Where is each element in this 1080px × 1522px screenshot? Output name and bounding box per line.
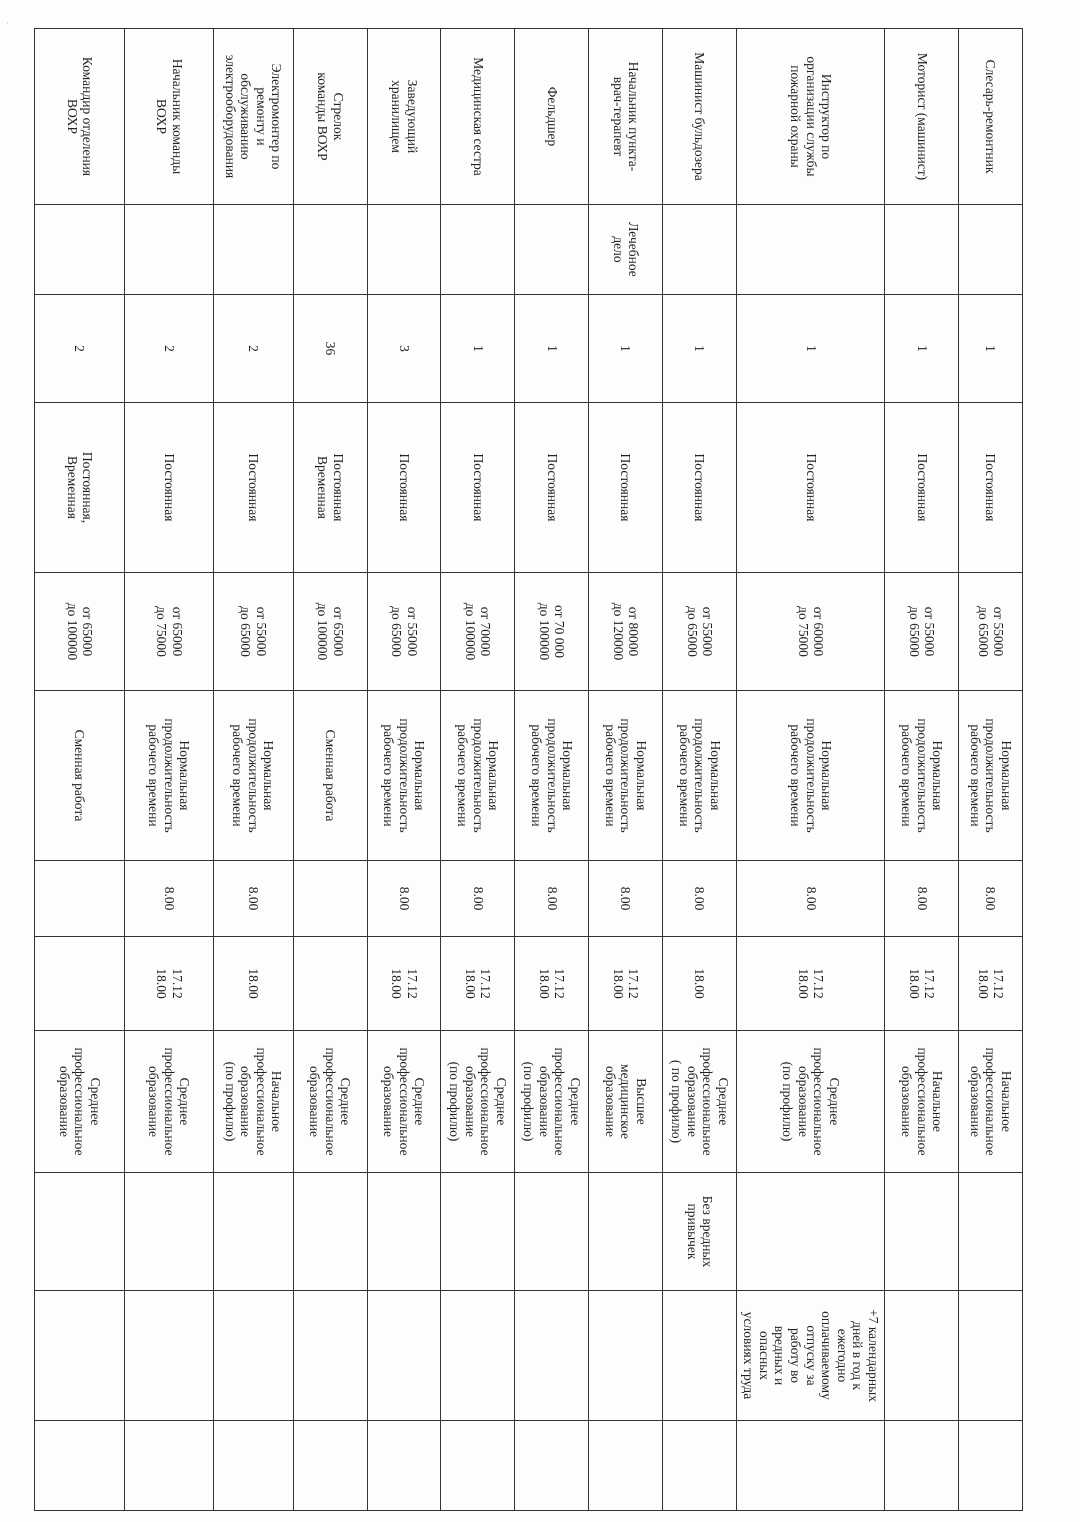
cell-extra: [885, 1173, 959, 1291]
cell-end: 17.12 18.00: [125, 937, 213, 1031]
cell-salary: от 55000 до 65000: [885, 573, 959, 691]
cell-count: 2: [125, 295, 213, 403]
cell-count: 1: [885, 295, 959, 403]
cell-count: 2: [213, 295, 293, 403]
cell-start: 8.00: [663, 861, 737, 937]
cell-benefits: [293, 1291, 367, 1421]
cell-end: 17.12 18.00: [589, 937, 663, 1031]
cell-employment: Постоянная: [515, 403, 589, 573]
cell-benefits: [213, 1291, 293, 1421]
cell-position: Командир отделения ВОХР: [35, 29, 125, 205]
table-row: [959, 29, 1023, 1511]
cell-extra: [515, 1173, 589, 1291]
cell-specialty: [293, 205, 367, 295]
cell-specialty: [125, 205, 213, 295]
cell-work-mode: Сменная работа: [293, 691, 367, 861]
cell-work-mode: Нормальная продолжительность рабочего времени: [589, 691, 663, 861]
cell-education: Среднее профессиональное образование: [293, 1031, 367, 1173]
cell-education: Среднее профессиональное образование: [125, 1031, 213, 1173]
cell-position: Начальник команды ВОХР: [125, 29, 213, 205]
cell-extra: Без вредных привычек: [663, 1173, 737, 1291]
cell-salary: от 60000 до 75000: [737, 573, 885, 691]
cell-specialty: [885, 205, 959, 295]
cell-notes: [885, 1421, 959, 1511]
cell-salary: от 70000 до 100000: [441, 573, 515, 691]
cell-employment: Постоянная: [441, 403, 515, 573]
cell-specialty: [441, 205, 515, 295]
table-body: [35, 29, 1023, 1511]
cell-start: 8.00: [885, 861, 959, 937]
cell-count: 3: [367, 295, 441, 403]
cell-notes: [293, 1421, 367, 1511]
cell-employment: Постоянная: [125, 403, 213, 573]
cell-notes: [367, 1421, 441, 1511]
cell-extra: [35, 1173, 125, 1291]
cell-start: 8.00: [213, 861, 293, 937]
cell-education: Начальное профессиональное образование: [885, 1031, 959, 1173]
cell-employment: Постоянная: [367, 403, 441, 573]
cell-extra: [293, 1173, 367, 1291]
cell-end: 17.12 18.00: [515, 937, 589, 1031]
cell-education: Начальное профессиональное образование (по профилю): [213, 1031, 293, 1173]
cell-education: Среднее профессиональное образование: [367, 1031, 441, 1173]
cell-employment: Постоянная, Временная: [35, 403, 125, 573]
cell-position: Инструктор по организации службы пожарной охраны: [737, 29, 885, 205]
cell-benefits: [441, 1291, 515, 1421]
cell-notes: [959, 1421, 1023, 1511]
cell-work-mode: Нормальная продолжительность рабочего времени: [441, 691, 515, 861]
cell-start: 8.00: [367, 861, 441, 937]
staffing-table: [34, 28, 1023, 1511]
cell-end: 17.12 18.00: [737, 937, 885, 1031]
cell-extra: [125, 1173, 213, 1291]
cell-salary: от 55000 до 65000: [663, 573, 737, 691]
table-row: [589, 29, 663, 1511]
cell-notes: [441, 1421, 515, 1511]
cell-position: Заведующий хранилищем: [367, 29, 441, 205]
cell-education: Среднее профессиональное образование (по профилю): [441, 1031, 515, 1173]
cell-end: 18.00: [213, 937, 293, 1031]
cell-work-mode: Нормальная продолжительность рабочего времени: [367, 691, 441, 861]
cell-count: 2: [35, 295, 125, 403]
table-row: [213, 29, 293, 1511]
cell-position: Электромонтер по ремонту и обслуживанию электрооборудования: [213, 29, 293, 205]
cell-start: 8.00: [125, 861, 213, 937]
cell-work-mode: Нормальная продолжительность рабочего времени: [213, 691, 293, 861]
cell-specialty: [515, 205, 589, 295]
cell-employment: Постоянная: [885, 403, 959, 573]
cell-benefits: [663, 1291, 737, 1421]
cell-specialty: [737, 205, 885, 295]
cell-extra: [959, 1173, 1023, 1291]
cell-specialty: [35, 205, 125, 295]
cell-start: 8.00: [737, 861, 885, 937]
table-row: [663, 29, 737, 1511]
cell-salary: от 55000 до 65000: [959, 573, 1023, 691]
cell-benefits: [885, 1291, 959, 1421]
cell-benefits: +7 календарных дней в год к ежегодно оплачиваемому отпуску за работу во вредных и опасных условиях труда: [737, 1291, 885, 1421]
cell-end: [35, 937, 125, 1031]
cell-end: 17.12 18.00: [885, 937, 959, 1031]
cell-position: Слесарь-ремонтник: [959, 29, 1023, 205]
cell-education: Среднее профессиональное образование: [35, 1031, 125, 1173]
cell-employment: Постоянная: [589, 403, 663, 573]
cell-salary: от 80000 до 120000: [589, 573, 663, 691]
cell-start: [35, 861, 125, 937]
cell-employment: Постоянная: [959, 403, 1023, 573]
cell-benefits: [589, 1291, 663, 1421]
cell-count: 1: [589, 295, 663, 403]
cell-start: 8.00: [589, 861, 663, 937]
cell-benefits: [125, 1291, 213, 1421]
cell-notes: [589, 1421, 663, 1511]
table-row: [35, 29, 125, 1511]
cell-education: Высшее медицинское образование: [589, 1031, 663, 1173]
table-row: [885, 29, 959, 1511]
cell-count: 1: [663, 295, 737, 403]
scan-dot: ·: [6, 18, 9, 28]
cell-benefits: [515, 1291, 589, 1421]
cell-position: Начальник пункта- врач-терапевт: [589, 29, 663, 205]
cell-notes: [737, 1421, 885, 1511]
cell-benefits: [959, 1291, 1023, 1421]
cell-end: 17.12 18.00: [959, 937, 1023, 1031]
cell-employment: Постоянная: [663, 403, 737, 573]
cell-employment: Постоянная Временная: [293, 403, 367, 573]
cell-notes: [515, 1421, 589, 1511]
cell-position: Стрелок команды ВОХР: [293, 29, 367, 205]
cell-extra: [737, 1173, 885, 1291]
cell-work-mode: Нормальная продолжительность рабочего времени: [663, 691, 737, 861]
cell-work-mode: Нормальная продолжительность рабочего времени: [885, 691, 959, 861]
cell-salary: от 65000 до 100000: [293, 573, 367, 691]
cell-position: Моторист (машинист): [885, 29, 959, 205]
cell-education: Среднее профессиональное образование (по профилю): [737, 1031, 885, 1173]
cell-specialty: [367, 205, 441, 295]
cell-specialty: [663, 205, 737, 295]
cell-notes: [35, 1421, 125, 1511]
cell-specialty: [959, 205, 1023, 295]
cell-work-mode: Нормальная продолжительность рабочего времени: [737, 691, 885, 861]
cell-notes: [663, 1421, 737, 1511]
cell-end: 17.12 18.00: [441, 937, 515, 1031]
cell-extra: [213, 1173, 293, 1291]
cell-salary: от 55000 до 65000: [367, 573, 441, 691]
cell-salary: от 55000 до 65000: [213, 573, 293, 691]
cell-work-mode: Нормальная продолжительность рабочего времени: [959, 691, 1023, 861]
cell-extra: [441, 1173, 515, 1291]
cell-notes: [125, 1421, 213, 1511]
cell-employment: Постоянная: [737, 403, 885, 573]
cell-position: Медицинская сестра: [441, 29, 515, 205]
cell-specialty: [213, 205, 293, 295]
cell-work-mode: Сменная работа: [35, 691, 125, 861]
cell-work-mode: Нормальная продолжительность рабочего времени: [125, 691, 213, 861]
cell-start: 8.00: [959, 861, 1023, 937]
cell-count: 1: [441, 295, 515, 403]
cell-start: 8.00: [441, 861, 515, 937]
cell-salary: от 65000 до 75000: [125, 573, 213, 691]
cell-count: 36: [293, 295, 367, 403]
cell-salary: от 65000 до 100000: [35, 573, 125, 691]
cell-end: [293, 937, 367, 1031]
cell-salary: от 70 000 до 100000: [515, 573, 589, 691]
cell-count: 1: [737, 295, 885, 403]
table-row: [515, 29, 589, 1511]
table-row: [125, 29, 213, 1511]
cell-benefits: [35, 1291, 125, 1421]
cell-specialty: Лечебное дело: [589, 205, 663, 295]
cell-count: 1: [959, 295, 1023, 403]
cell-extra: [589, 1173, 663, 1291]
cell-work-mode: Нормальная продолжительность рабочего времени: [515, 691, 589, 861]
cell-education: Среднее профессиональное образование ( по профилю): [663, 1031, 737, 1173]
cell-employment: Постоянная: [213, 403, 293, 573]
table-row: [293, 29, 367, 1511]
cell-education: Начальное профессиональное образование: [959, 1031, 1023, 1173]
cell-position: Фельдшер: [515, 29, 589, 205]
cell-education: Среднее профессиональное образование (по профилю): [515, 1031, 589, 1173]
table-row: [367, 29, 441, 1511]
cell-start: 8.00: [515, 861, 589, 937]
cell-end: 17.12 18.00: [367, 937, 441, 1031]
cell-extra: [367, 1173, 441, 1291]
cell-start: [293, 861, 367, 937]
cell-count: 1: [515, 295, 589, 403]
table-row: [737, 29, 885, 1511]
cell-notes: [213, 1421, 293, 1511]
cell-position: Машинист бульдозера: [663, 29, 737, 205]
cell-end: 18.00: [663, 937, 737, 1031]
cell-benefits: [367, 1291, 441, 1421]
table-row: [441, 29, 515, 1511]
